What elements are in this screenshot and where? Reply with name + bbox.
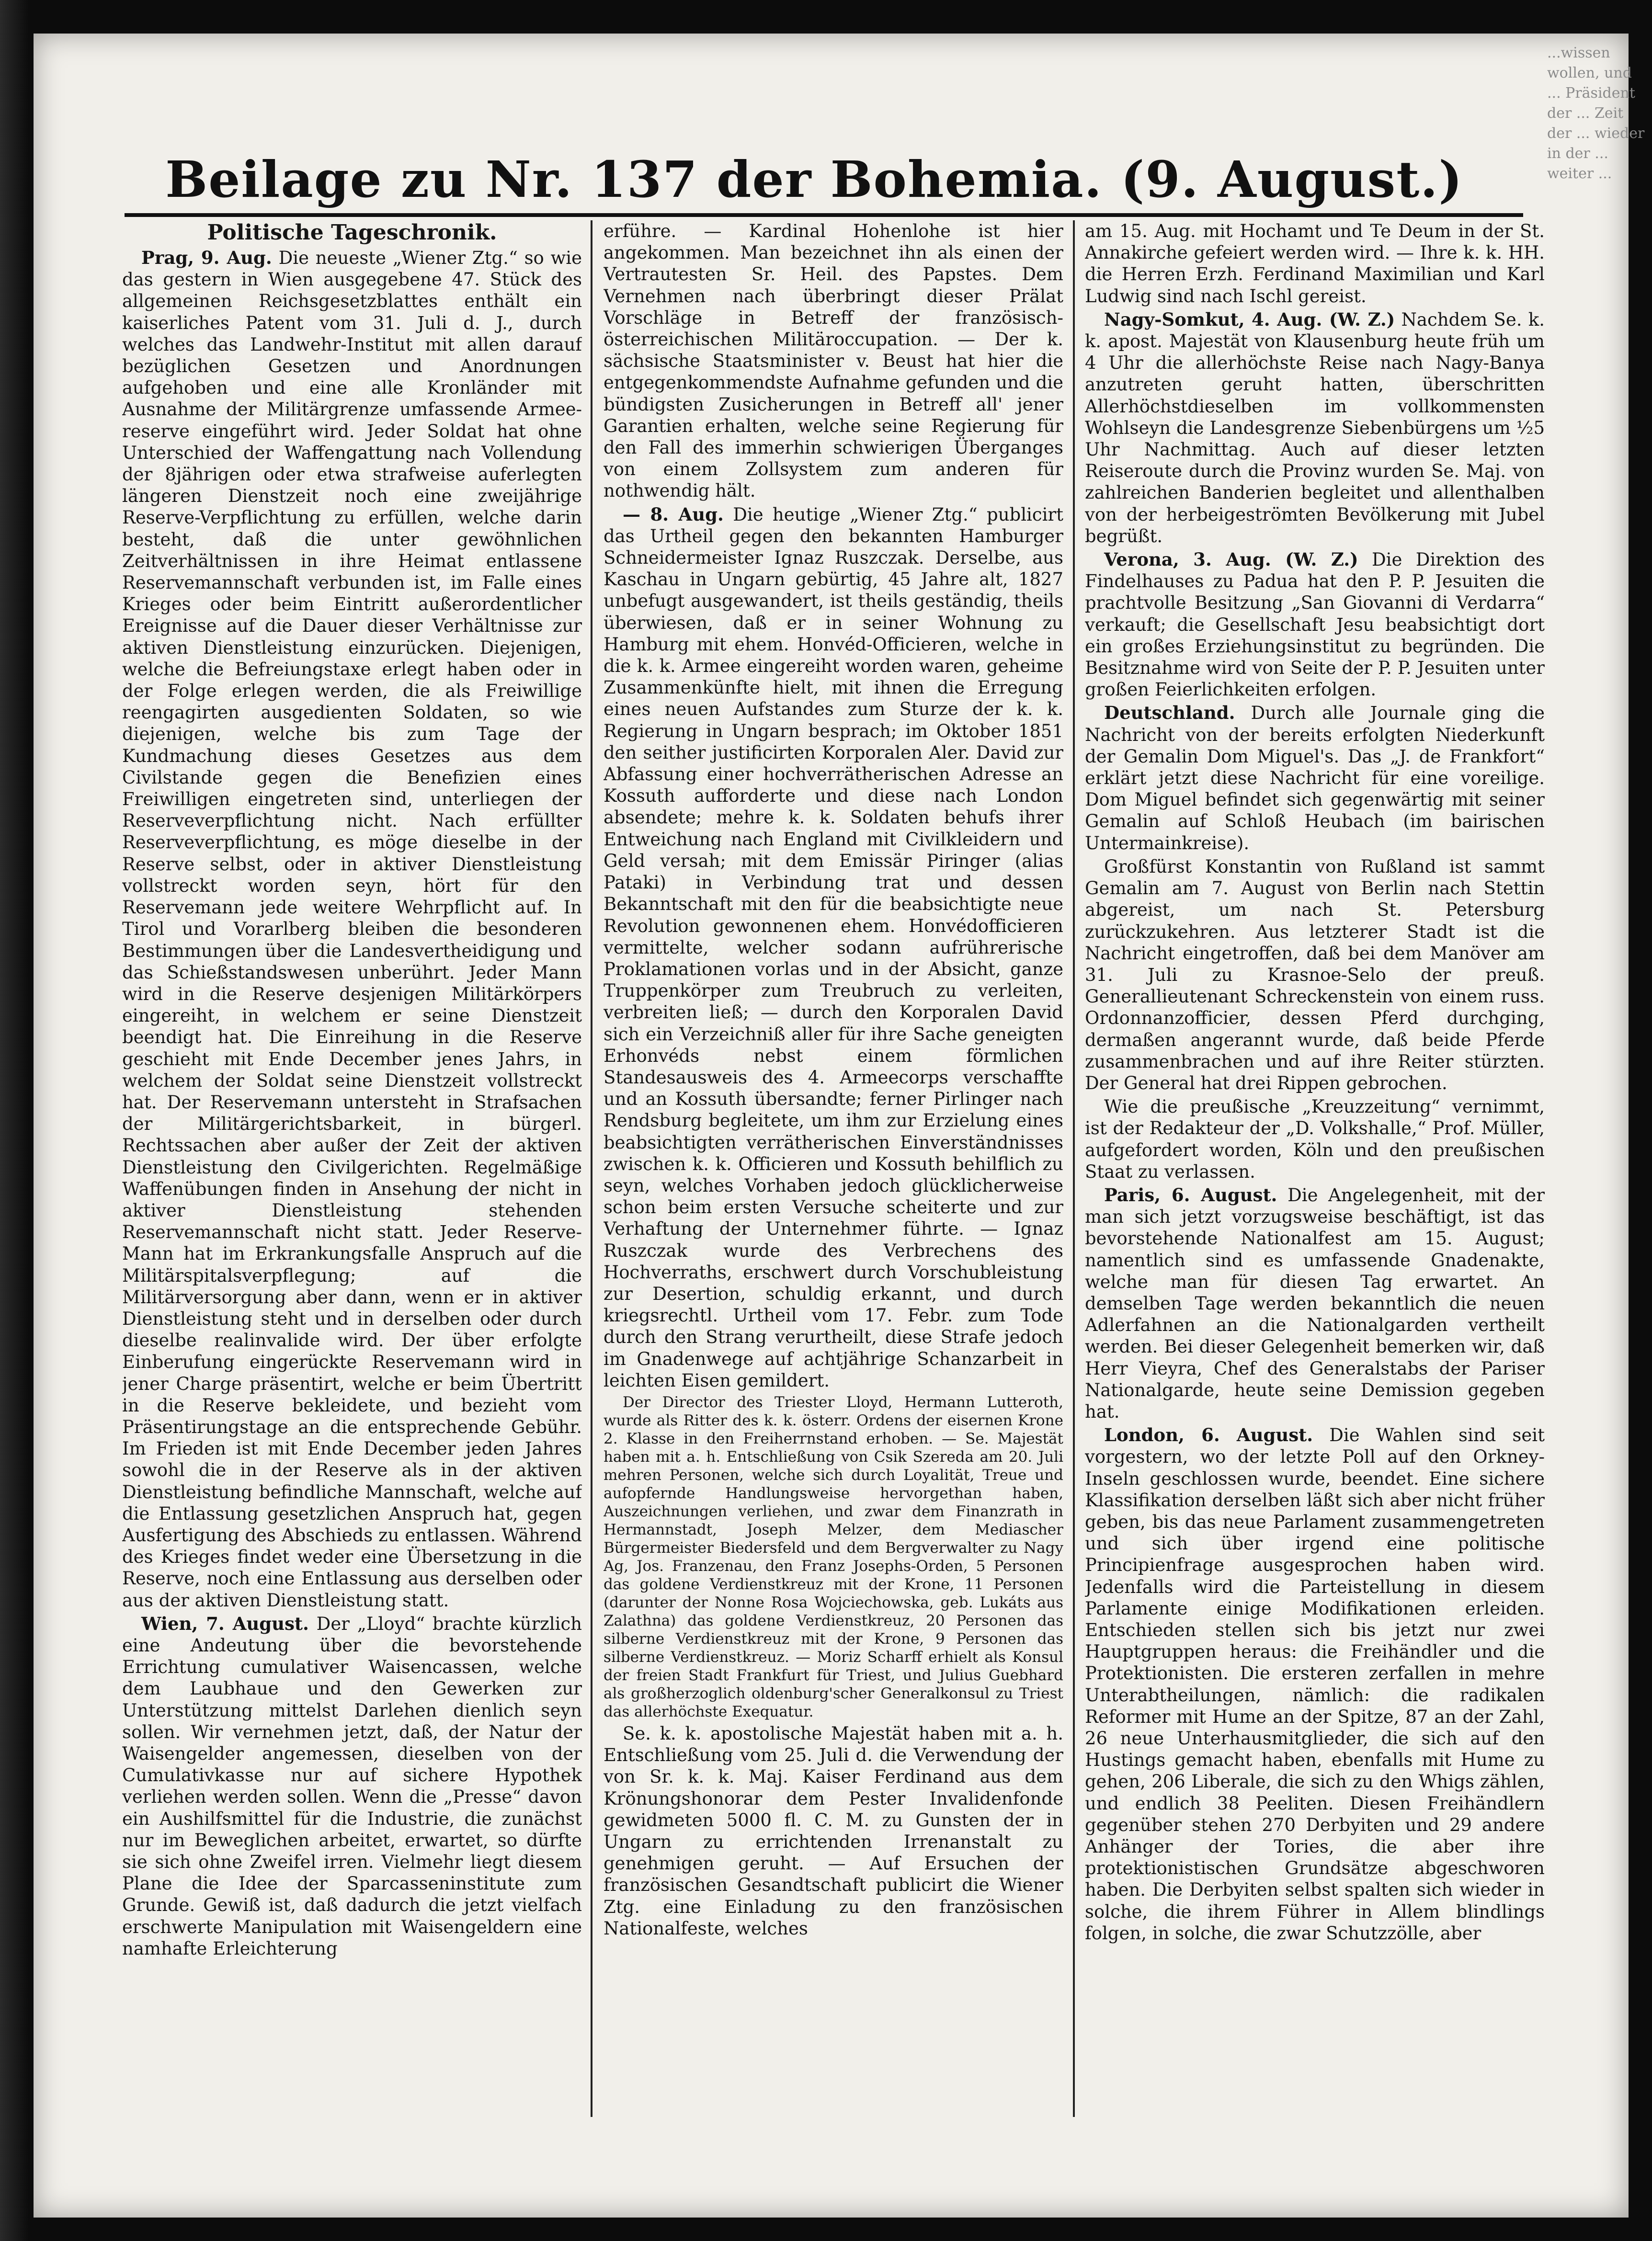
dateline: Wien, 7. August. bbox=[141, 1613, 309, 1634]
dateline: Prag, 9. Aug. bbox=[141, 247, 272, 268]
paragraph-text: am 15. Aug. mit Hochamt und Te Deum in der St. Annakirche gefeiert werden wird. — Ihre k. k. HH. die Herren Erzh. Ferdinand Maximilian und Karl Ludwig sind nach Ischl gereist. bbox=[1085, 221, 1545, 307]
book-binding-shadow bbox=[0, 0, 29, 2241]
paragraph-text: erführe. — Kardinal Hohenlohe ist hier angekommen. Man bezeichnet ihn als einen der Vertrautesten Sr. Heil. des Papstes. Dem Vernehmen nach überbringt dieser Prälat Vorschläge in Betreff der französisch-österreichischen Militäroccupation. — Der k. sächsische Staatsminister v. Beust hat hier die entgegenkommendste Aufnahme gefunden und die bündigsten Zusicherungen in Betreff all' jener Garantien erhalten, welche seine Regierung für den Fall des immerhin schwierigen Überganges von einem Zollsystem zum anderen für nothwendig hält. bbox=[604, 221, 1063, 501]
article-paragraph bbox=[122, 1613, 582, 1959]
paragraph-text: Die Wahlen sind seit vorgestern, wo der letzte Poll auf den Orkney-Inseln geschlossen wurde, beendet. Eine sichere Klassifikation derselben läßt sich aber nicht früher geben, bis das neue Parlament zusammengetreten und sich über irgend eine politische Principienfrage ausgesprochen haben wird. Jedenfalls wird die Parteistellung in diesem Parlamente einige Modifikationen erleiden. Entschieden stellen sich bis jetzt nur zwei Hauptgruppen heraus: die Freihändler und die Protektionisten. Die ersteren zerfallen in mehre Unterabtheilungen, nämlich: die radikalen Reformer mit Hume an der Spitze, 87 an der Zahl, 26 neue Unterhausmitglieder, die sich auf den Hustings gemacht haben, ebenfalls mit Hume zu gehen, 206 Liberale, die sich zu den Whigs zählen, und endlich 38 Peeliten. Diesen Freihändlern gegenüber stehen 270 Derbyiten und 29 andere Anhänger der Tories, die aber ihre protektionistischen Grundsätze abgeschworen haben. Die Derbyiten selbst spalten sich wieder in solche, die ihrem Führer in Allem blindlings folgen, in solche, die zwar Schutzzölle, aber bbox=[1085, 1425, 1545, 1944]
dateline: London, 6. August. bbox=[1104, 1424, 1313, 1446]
dateline: Paris, 6. August. bbox=[1104, 1184, 1277, 1206]
paragraph-text: Se. k. k. apostolische Majestät haben mit a. h. Entschließung vom 25. Juli d. die Verwendung der von Sr. k. k. Maj. Kaiser Ferdinand aus dem Krönungshonorar dem Pester Invalidenfonde gewidmeten 5000 fl. C. M. zu Gunsten der in Ungarn zu errichtenden Irrenanstalt zu genehmigen geruht. — Auf Ersuchen der französischen Gesandtschaft publicirt die Wiener Ztg. eine Einladung zu den französischen Nationalfeste, welches bbox=[604, 1723, 1063, 1939]
paragraph-text: Der „Lloyd“ brachte kürzlich eine Andeutung über die bevorstehende Errichtung cumulativer Waisencassen, welche dem Laubhaue und den Gewerken zur Unterstützung mittelst Darlehen dienlich seyn sollen. Wir vernehmen jetzt, daß, der Natur der Waisengelder angemessen, dieselben von der Cumulativkasse nur auf sichere Hypothek verliehen werden sollen. Wenn die „Presse“ davon ein Aushilfsmittel für die Industrie, die zunächst nur im Beweglichen arbeitet, erwartet, so dürfte sie sich ohne Zweifel irren. Vielmehr liegt diesem Plane die Idee der Sparcasseninstitute zum Grunde. Gewiß ist, daß dadurch die jetzt vielfach erschwerte Manipulation mit Waisengeldern eine namhafte Erleichterung bbox=[122, 1613, 582, 1959]
dateline: Deutschland. bbox=[1104, 702, 1235, 724]
paragraph-text: Die neueste „Wiener Ztg.“ so wie das gestern in Wien ausgegebene 47. Stück des allgemeinen Reichsgesetzblattes enthält ein kaiserliches Patent vom 31. Juli d. J., durch welches das Landwehr-Institut mit allen darauf bezüglichen Gesetzen und Anordnungen aufgehoben und eine alle Kronländer mit Ausnahme der Militärgrenze umfassende Armee-reserve eingeführt wird. Jeder Soldat hat ohne Unterschied der Waffengattung nach Vollendung der 8jährigen oder etwa strafweise auferlegten längeren Dienstzeit noch eine zweijährige Reserve-Verpflichtung zu erfüllen, welche darin besteht, daß die unter gewöhnlichen Zeitverhältnissen in ihre Heimat entlassene Reservemannschaft verbunden ist, im Falle eines Krieges oder beim Eintritt außerordentlicher Ereignisse auf die Dauer dieser Verhältnisse zur aktiven Dienstleistung einzurücken. Diejenigen, welche die Befreiungstaxe erlegt haben oder in der Folge erlegen werden, die als Freiwillige reengagirten ausgedienten Soldaten, so wie diejenigen, welche bis zum Tage der Kundmachung dieses Gesetzes aus dem Civilstande gegen die Benefizien eines Freiwilligen eingetreten sind, unterliegen der Reserveverpflichtung nicht. Nach erfüllter Reserveverpflichtung, es möge dieselbe in der Reserve selbst, oder in aktiver Dienstleistung vollstreckt worden seyn, hört für den Reservemann jede weitere Wehrpflicht auf. In Tirol und Vorarlberg bleiben die besonderen Bestimmungen über die Landesvertheidigung und das Schießstandswesen unberührt. Jeder Mann wird in die Reserve desjenigen Militärkörpers eingereiht, in welchem er seine Dienstzeit beendigt hat. Die Einreihung in die Reserve geschieht mit Ende December jenes Jahrs, in welchem der Soldat seine Dienstzeit vollstreckt hat. Der Reservemann untersteht in Strafsachen der Militärgerichtsbarkeit, in bürgerl. Rechtssachen aber außer der Zeit der aktiven Dienstleistung den Civilgerichten. Regelmäßige Waffenübungen finden in Ansehung der nicht in aktiver Dienstleistung stehenden Reservemannschaft nicht statt. Jeder Reserve-Mann hat im Erkrankungsfalle Anspruch auf die Militärspitalsverpflegung; auf die Militärversorgung aber dann, wenn er in aktiver Dienstleistung steht und in derselben oder durch dieselbe realinvalide wird. Der über erfolgte Einberufung eingerückte Reservemann wird in jener Charge präsentirt, welche er beim Übertritt in die Reserve bekleidete, und bezieht vom Präsentirungstage an die entsprechende Gebühr. Im Frieden ist mit Ende December jeden Jahres sowohl die in der Reserve als in der aktiven Dienstleistung befindliche Mannschaft, welche auf die Entlassung gesetzlichen Anspruch hat, gegen Ausfertigung des Abschieds zu entlassen. Während des Krieges findet weder eine Übersetzung in die Reserve, noch eine Entlassung aus derselben oder aus der aktiven Dienstleistung statt. bbox=[122, 248, 582, 1611]
column-2 bbox=[604, 220, 1063, 2117]
paragraph-text: Wie die preußische „Kreuzzeitung“ vernimmt, ist der Redakteur der „D. Volkshalle,“ Prof. Müller, aufgefordert worden, Köln und den preußischen Staat zu verlassen. bbox=[1085, 1096, 1545, 1182]
column-divider-2 bbox=[1073, 220, 1075, 2117]
paragraph-text: Großfürst Konstantin von Rußland ist sammt Gemalin am 7. August von Berlin nach Stettin abgereist, um nach St. Petersburg zurückzukehren. Aus letzterer Stadt ist die Nachricht eingetroffen, daß bei dem Manöver am 31. Juli zu Krasnoe-Selo der preuß. Generallieutenant Schreckenstein von einem russ. Ordonnanzofficier, dessen Pferd durchging, dermaßen angerannt wurde, daß beide Pferde zusammenbrachen und auf ihre Reiter stürzten. Der General hat drei Rippen gebrochen. bbox=[1085, 856, 1545, 1093]
column-divider-1 bbox=[591, 220, 592, 2117]
article-paragraph bbox=[604, 1723, 1063, 1939]
section-heading: Politische Tageschronik. bbox=[207, 220, 497, 245]
article-paragraph bbox=[604, 1393, 1063, 1721]
article-paragraph bbox=[1085, 702, 1545, 853]
dateline: — 8. Aug. bbox=[623, 503, 724, 525]
masthead-title: Beilage zu Nr. 137 der Bohemia. (9. August.) bbox=[165, 150, 1463, 209]
article-paragraph bbox=[1085, 309, 1545, 547]
paragraph-text: Der Director des Triester Lloyd, Hermann Lutteroth, wurde als Ritter des k. k. österr. Ordens der eisernen Krone 2. Klasse in den Freiherrnstand erhoben. — Se. Majestät haben mit a. h. Entschließung von Csik Szereda am 20. Juli mehren Personen, welche sich durch Loyalität, Treue und aufopfernde Handlungsweise hervorgethan haben, Auszeichnungen verliehen, und zwar dem Finanzrath in Hermannstadt, Joseph Melzer, dem Mediascher Bürgermeister Biedersfeld und dem Bergverwalter zu Nagy Ag, Jos. Franzenau, den Franz Josephs-Orden, 5 Personen das goldene Verdienstkreuz mit der Krone, 11 Personen (darunter der Nonne Rosa Wojciechowska, geb. Lukáts aus Zalathna) das goldene Verdienstkreuz, 20 Personen das silberne Verdienstkreuz mit der Krone, 9 Personen das silberne Verdienstkreuz. — Moriz Scharff erhielt als Konsul der freien Stadt Frankfurt für Triest, und Julius Guebhard als großherzoglich oldenburg'scher Generalkonsul zu Triest das allerhöchste Exequatur. bbox=[604, 1393, 1063, 1720]
paragraph-text: Durch alle Journale ging die Nachricht von der bereits erfolgten Niederkunft der Gemalin Dom Miguel's. Das „J. de Frankfort“ erklärt jetzt diese Nachricht für eine voreilige. Dom Miguel befindet sich gegenwärtig mit seiner Gemalin auf Schloß Heubach (im bairischen Untermainkreise). bbox=[1085, 703, 1545, 853]
masthead-rule bbox=[125, 213, 1523, 217]
article-paragraph bbox=[1085, 856, 1545, 1094]
article-paragraph bbox=[1085, 1184, 1545, 1422]
article-paragraph bbox=[1085, 220, 1545, 307]
paragraph-text: Die Direktion des Findelhauses zu Padua hat den P. P. Jesuiten die prachtvolle Besitzung „San Giovanni di Verdarra“ verkauft; die Gesellschaft Jesu beabsichtigt dort ein großes Erziehungsinstitut zu begründen. Die Besitznahme wird von Seite der P. P. Jesuiten unter großen Feierlichkeiten erfolgen. bbox=[1085, 549, 1545, 700]
paragraph-text: Die heutige „Wiener Ztg.“ publicirt das Urtheil gegen den bekannten Hamburger Schneidermeister Ignaz Ruszczak. Derselbe, aus Kaschau in Ungarn gebürtig, 45 Jahre alt, 1827 unbefugt ausgewandert, ist theils geständig, theils überwiesen, daß er in seiner Wohnung zu Hamburg mit ehem. Honvéd-Officieren, welche in die k. k. Armee eingereiht worden waren, geheime Zusammenkünfte hielt, mit ihnen die Erregung eines neuen Aufstandes zum Sturze der k. k. Regierung in Ungarn besprach; im Oktober 1851 den seither justificirten Korporalen Aler. David zur Abfassung einer hochverrätherischen Adresse an Kossuth aufforderte und diese nach London absendete; mehre k. k. Soldaten behufs ihrer Entweichung nach England mit Civilkleidern und Geld versah; mit dem Emissär Piringer (alias Pataki) in Verbindung trat und dessen Bekanntschaft mit den für die beabsichtigte neue Revolution gewonnenen ehem. Honvédofficieren vermittelte, welcher sodann aufrührerische Proklamationen vorlas und in der Absicht, ganze Truppenkörper zum Treubruch zu verleiten, verbreiten ließ; — durch den Korporalen David sich ein Verzeichniß aller für ihre Sache geneigten Erhonvéds nebst einem förmlichen Standesausweis des 4. Armeecorps verschaffte und an Kossuth übersandte; ferner Pirlinger nach Rendsburg begleitete, um ihm zur Erzielung eines beabsichtigten verrätherischen Einverständnisses zwischen k. k. Officieren und Kossuth behilflich zu seyn, welches Vorhaben jedoch glücklicherweise schon beim ersten Versuche scheiterte und zur Verhaftung der Unternehmer führte. — Ignaz Ruszczak wurde des Verbrechens des Hochverraths, erschwert durch Vorschubleistung zur Desertion, schuldig erkannt, und durch kriegsrechtl. Urtheil vom 17. Febr. zum Tode durch den Strang verurtheilt, diese Strafe jedoch im Gnadenwege auf achtjährige Schanzarbeit in leichten Eisen gemildert. bbox=[604, 504, 1063, 1391]
article-paragraph bbox=[604, 504, 1063, 1391]
facing-page-edge-text: ...wissen wollen, und ... Präsident der ... Zeit der ... wieder in der ... weiter ... bbox=[1547, 45, 1645, 182]
dateline: Verona, 3. Aug. (W. Z.) bbox=[1104, 549, 1358, 570]
column-3 bbox=[1085, 220, 1545, 2117]
paragraph-text: Nachdem Se. k. k. apost. Majestät von Klausenburg heute früh um 4 Uhr die allerhöchste Reise nach Nagy-Banya anzutreten geruht hatten, überschritten Allerhöchstdieselben im vollkommensten Wohlseyn die Landesgrenze Siebenbürgens um ½5 Uhr Nachmittag. Auch auf dieser letzten Reiseroute durch die Provinz wurden Se. Maj. von zahlreichen Banderien begleitet und allenthalben von der herbeigeströmten Bevölkerung mit Jubel begrüßt. bbox=[1085, 309, 1545, 546]
paragraph-text: Die Angelegenheit, mit der man sich jetzt vorzugsweise beschäftigt, ist das bevorstehende Nationalfest am 15. August; namentlich sind es umfassende Gnadenakte, welche man für diesen Tag erwartet. An demselben Tage werden bekanntlich die neuen Adlerfahnen an die Nationalgarden vertheilt werden. Bei dieser Gelegenheit bemerken wir, daß Herr Vieyra, Chef des Generalstabs der Pariser Nationalgarde, heute seine Demission gegeben hat. bbox=[1085, 1184, 1545, 1422]
article-paragraph bbox=[1085, 549, 1545, 700]
article-paragraph bbox=[1085, 1424, 1545, 1944]
article-paragraph bbox=[604, 220, 1063, 502]
article-paragraph bbox=[122, 247, 582, 1611]
article-paragraph bbox=[1085, 1096, 1545, 1183]
column-1 bbox=[122, 220, 582, 2117]
dateline: Nagy-Somkut, 4. Aug. (W. Z.) bbox=[1104, 308, 1395, 330]
